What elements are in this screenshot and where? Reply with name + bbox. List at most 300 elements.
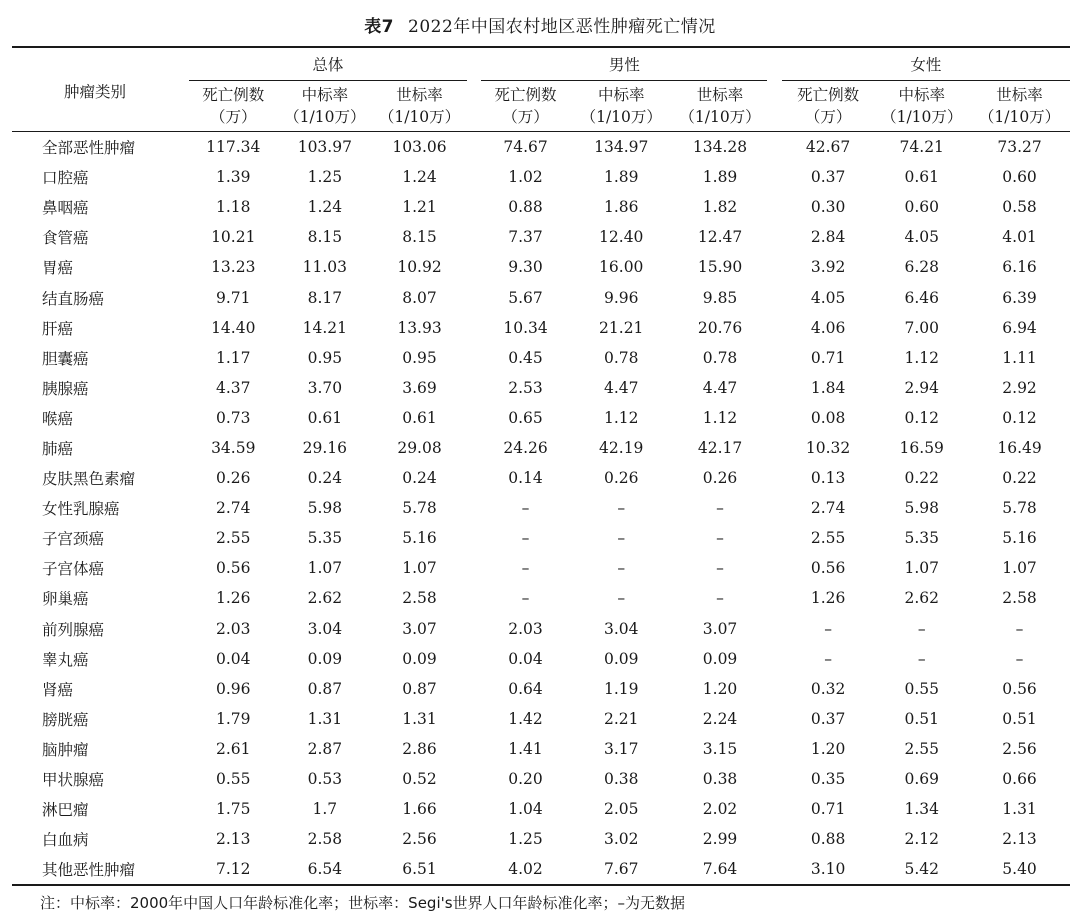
table-cell: 1.25: [307, 168, 343, 187]
table-cell: 1.41: [508, 739, 543, 758]
table-cell: 5.42: [874, 854, 969, 885]
table-footnote: 注：中标率：2000年中国人口年龄标准化率；世标率：Segi's世界人口年龄标准化率；–为无数据: [40, 894, 686, 912]
table-cell: 1.20: [702, 679, 738, 698]
table-cell: 3.70: [307, 378, 343, 397]
table-cell: 10.32: [805, 438, 851, 457]
table-cell: 10.92: [397, 258, 442, 277]
tumor-category: 淋巴瘤: [42, 801, 89, 820]
tumor-category: 前列腺癌: [42, 620, 105, 639]
table-cell: –: [917, 619, 926, 638]
table-cell: 0.61: [904, 168, 939, 187]
table-row: [12, 734, 1070, 764]
table-row: [12, 433, 1070, 463]
table-cell: 42.17: [697, 438, 743, 457]
table-cell: 103.06: [392, 138, 447, 157]
table-cell: –: [824, 619, 832, 638]
table-cell: 2.62: [307, 589, 343, 608]
table-cell: 42.67: [805, 138, 851, 157]
table-cell: 74.21: [899, 138, 944, 157]
table-cell: 9.71: [215, 288, 251, 307]
table-cell: 5.98: [904, 499, 939, 518]
table-cell: 15.90: [697, 258, 743, 277]
subcolumn-unit: （1/10万）: [580, 108, 662, 126]
table-cell: 5.35: [904, 529, 939, 548]
table-cell: 2.94: [904, 378, 939, 397]
table-row: [12, 854, 1070, 885]
tumor-category: 结直肠癌: [42, 289, 105, 308]
table-cell: 0.26: [702, 469, 738, 488]
table-cell: 3.10: [782, 854, 875, 885]
table-cell: 1.26: [810, 589, 846, 608]
table-cell: 12.40: [599, 228, 644, 247]
table-cell: 2.61: [215, 739, 251, 758]
table-cell: 13.93: [397, 318, 442, 337]
subcolumn-unit: （1/10万）: [284, 108, 366, 126]
table-cell: 5.78: [402, 499, 437, 518]
subcolumn-unit: （万）: [804, 108, 852, 126]
table-cell: 1.31: [1002, 800, 1037, 819]
table-cell: 0.61: [402, 408, 437, 427]
table-cell: 0.60: [1002, 168, 1037, 187]
tumor-category: 白血病: [42, 831, 89, 850]
table-row: [12, 222, 1070, 252]
tumor-category: 肾癌: [42, 680, 74, 699]
table-cell: 7.12: [189, 854, 278, 885]
table-cell: 0.51: [1002, 709, 1037, 728]
table-cell: 5.16: [1002, 529, 1037, 548]
table-cell: 16.49: [997, 438, 1042, 457]
table-cell: 1.79: [215, 709, 251, 728]
table-cell: 0.87: [402, 679, 437, 698]
table-cell: 0.55: [904, 679, 939, 698]
table-cell: 34.59: [211, 438, 256, 457]
tumor-category: 卵巢癌: [42, 590, 89, 609]
table-cell: 9.85: [702, 288, 738, 307]
table-cell: 1.75: [215, 800, 251, 819]
table-cell: 4.05: [810, 288, 846, 307]
table-cell: 0.20: [508, 770, 543, 789]
table-row: [12, 824, 1070, 854]
table-cell: 6.16: [1002, 258, 1037, 277]
table-cell: 2.62: [904, 589, 939, 608]
subcolumn-header: [481, 81, 570, 132]
table-cell: 1.07: [402, 559, 437, 578]
table-cell: 21.21: [599, 318, 644, 337]
table-cell: 2.86: [402, 739, 437, 758]
table-cell: 1.84: [810, 378, 846, 397]
table-title: [0, 12, 1080, 37]
table-cell: –: [617, 529, 626, 548]
table-cell: 0.09: [307, 649, 343, 668]
table-cell: 2.58: [1002, 589, 1037, 608]
subcolumn-label: 中标率: [597, 86, 645, 104]
table-cell: –: [521, 559, 530, 578]
table-cell: 0.24: [307, 469, 343, 488]
subcolumn-unit: （万）: [502, 108, 549, 126]
subcolumn-unit: （1/10万）: [378, 108, 461, 126]
subcolumn-header: [189, 81, 278, 132]
table-cell: 2.92: [1002, 378, 1037, 397]
table-cell: 0.65: [508, 408, 543, 427]
table-cell: 0.61: [307, 408, 343, 427]
tumor-category: 全部恶性肿瘤: [42, 139, 136, 158]
table-cell: 1.89: [702, 168, 738, 187]
table-cell: 0.69: [904, 770, 939, 789]
table-row: [12, 493, 1070, 523]
subcolumn-header: [969, 81, 1070, 132]
tumor-category: 其他恶性肿瘤: [12, 854, 189, 885]
table-cell: 1.12: [904, 348, 939, 367]
table-cell: 0.51: [904, 709, 939, 728]
table-cell: 1.25: [508, 830, 543, 849]
table-cell: 6.28: [904, 258, 939, 277]
table-cell: 0.09: [402, 649, 437, 668]
table-cell: 1.82: [702, 198, 738, 217]
table-cell: 3.17: [603, 739, 639, 758]
tumor-category: 子宫体癌: [42, 560, 105, 579]
table-cell: 7.64: [673, 854, 768, 885]
table-cell: 12.47: [697, 228, 743, 247]
table-cell: 2.55: [215, 529, 251, 548]
table-cell: 5.78: [1002, 499, 1037, 518]
table-row: [12, 674, 1070, 704]
table-cell: 73.27: [997, 138, 1042, 157]
subcolumn-label: 死亡例数: [494, 86, 557, 104]
table-cell: 1.02: [508, 168, 543, 187]
table-cell: –: [521, 589, 530, 608]
table-cell: –: [521, 499, 530, 518]
table-cell: 8.15: [307, 228, 343, 247]
subcolumn-label: 世标率: [996, 86, 1043, 104]
tumor-category: 睾丸癌: [42, 650, 89, 669]
table-cell: 3.92: [810, 258, 846, 277]
table-cell: 0.37: [810, 168, 846, 187]
subcolumn-header: [673, 81, 768, 132]
table-row: [12, 553, 1070, 583]
tumor-category: 子宫颈癌: [42, 530, 105, 549]
table-cell: 6.39: [1002, 288, 1037, 307]
table-cell: 4.02: [481, 854, 570, 885]
tumor-category: 口腔癌: [42, 169, 89, 188]
table-cell: 2.12: [904, 830, 939, 849]
table-cell: 1.04: [508, 800, 543, 819]
table-row: [12, 162, 1070, 192]
table-cell: 2.55: [904, 739, 939, 758]
table-cell: 0.56: [810, 559, 846, 578]
table-cell: 2.05: [603, 800, 639, 819]
table-cell: 0.13: [810, 469, 846, 488]
table-cell: 10.21: [211, 228, 256, 247]
subcolumn-unit: （1/10万）: [881, 108, 963, 126]
table-cell: 1.07: [1002, 559, 1037, 578]
table-cell: 2.99: [702, 830, 738, 849]
table-cell: 4.06: [810, 318, 846, 337]
table-cell: 14.21: [302, 318, 348, 337]
subcolumn-label: 中标率: [301, 86, 349, 104]
table-cell: 5.16: [402, 529, 437, 548]
table-cell: –: [824, 649, 832, 668]
table-cell: 11.03: [302, 258, 348, 277]
table-cell: 3.07: [402, 619, 437, 638]
table-cell: 0.30: [810, 198, 846, 217]
table-cell: 8.15: [402, 228, 437, 247]
subcolumn-header: [874, 81, 969, 132]
table-cell: 9.96: [603, 288, 639, 307]
tumor-category: 肝癌: [42, 319, 74, 338]
tumor-category: 鼻咽癌: [42, 199, 89, 218]
table-cell: 2.02: [702, 800, 738, 819]
table-cell: –: [1015, 619, 1024, 638]
table-cell: 2.53: [508, 378, 543, 397]
table-cell: 74.67: [503, 138, 548, 157]
table-cell: 4.47: [702, 378, 738, 397]
table-cell: 117.34: [206, 138, 261, 157]
table-cell: 16.00: [599, 258, 644, 277]
table-cell: 4.37: [215, 378, 251, 397]
table-cell: 1.31: [402, 709, 437, 728]
table-row: [12, 523, 1070, 553]
table-cell: 9.30: [508, 258, 543, 277]
subcolumn-label: 中标率: [898, 86, 945, 104]
group-header-male: 男性: [481, 47, 767, 81]
table-cell: 0.58: [1002, 198, 1037, 217]
table-cell: 1.18: [215, 198, 251, 217]
tumor-category: 胃癌: [42, 259, 74, 278]
subcolumn-label: 世标率: [696, 86, 744, 104]
group-header-female: 女性: [782, 47, 1070, 81]
table-cell: 0.71: [810, 800, 846, 819]
tumor-category: 胆囊癌: [42, 349, 89, 368]
table-cell: 2.21: [603, 709, 639, 728]
table-row: [12, 583, 1070, 613]
table-cell: 14.40: [211, 318, 256, 337]
table-cell: 5.98: [307, 499, 343, 518]
table-cell: 5.67: [508, 288, 543, 307]
subcolumn-unit: （1/10万）: [679, 108, 761, 126]
table-row: [12, 252, 1070, 282]
subcolumn-header: [278, 81, 373, 132]
table-row: [12, 463, 1070, 493]
subcolumn-unit: （万）: [209, 108, 257, 126]
table-cell: 0.88: [810, 830, 846, 849]
table-cell: 1.24: [307, 198, 343, 217]
table-cell: 1.39: [215, 168, 251, 187]
table-cell: 3.15: [702, 739, 738, 758]
table-cell: 2.56: [1002, 739, 1037, 758]
table-cell: –: [521, 529, 530, 548]
table-cell: –: [617, 499, 626, 518]
table-cell: 134.97: [594, 138, 649, 157]
category-column-header: 肿瘤类别: [12, 47, 189, 132]
tumor-category: 肺癌: [42, 439, 74, 458]
table-cell: 1.26: [215, 589, 251, 608]
table-cell: 2.03: [215, 619, 251, 638]
table-cell: 0.56: [1002, 679, 1037, 698]
table-cell: 7.00: [904, 318, 939, 337]
table-cell: 24.26: [503, 438, 548, 457]
table-cell: 7.67: [570, 854, 673, 885]
table-cell: 2.03: [508, 619, 543, 638]
table-cell: –: [716, 589, 724, 608]
table-cell: 20.76: [697, 318, 743, 337]
table-cell: 0.12: [904, 408, 939, 427]
table-cell: 0.09: [603, 649, 639, 668]
table-cell: 0.04: [215, 649, 251, 668]
table-cell: 0.60: [904, 198, 939, 217]
table-cell: 1.7: [312, 800, 338, 819]
tumor-category: 胰腺癌: [42, 379, 89, 398]
table-cell: 2.84: [810, 228, 846, 247]
table-row: [12, 704, 1070, 734]
table-cell: 6.54: [278, 854, 373, 885]
table-cell: 0.78: [702, 348, 738, 367]
table-cell: 0.55: [215, 770, 251, 789]
table-cell: 2.55: [810, 529, 846, 548]
tumor-category: 皮肤黑色素瘤: [42, 470, 136, 489]
table-cell: 4.01: [1002, 228, 1037, 247]
table-cell: 0.78: [603, 348, 639, 367]
table-cell: 3.07: [702, 619, 738, 638]
table-cell: 1.17: [215, 348, 251, 367]
table-cell: 6.46: [904, 288, 939, 307]
table-cell: 0.26: [215, 469, 251, 488]
table-caption: 2022年中国农村地区恶性肿瘤死亡情况: [408, 17, 716, 37]
table-cell: –: [716, 499, 724, 518]
table-cell: 0.95: [402, 348, 437, 367]
subcolumn-header: [372, 81, 467, 132]
table-row: [12, 192, 1070, 222]
table-cell: 0.95: [307, 348, 343, 367]
table-cell: 3.02: [603, 830, 639, 849]
table-cell: 134.28: [692, 138, 748, 157]
table-cell: 0.08: [810, 408, 846, 427]
table-cell: 2.58: [307, 830, 343, 849]
table-cell: 2.58: [402, 589, 437, 608]
table-row: [12, 373, 1070, 403]
table-cell: 13.23: [211, 258, 256, 277]
table-cell: 3.04: [603, 619, 639, 638]
table-row: [12, 794, 1070, 824]
table-cell: 0.35: [810, 770, 846, 789]
table-cell: 1.07: [904, 559, 939, 578]
table-cell: 0.37: [810, 709, 846, 728]
table-cell: 0.09: [702, 649, 738, 668]
table-cell: 1.12: [702, 408, 738, 427]
table-cell: 0.22: [904, 469, 939, 488]
table-cell: 0.26: [603, 469, 639, 488]
table-cell: 2.13: [215, 830, 251, 849]
table-cell: 103.97: [297, 138, 352, 157]
table-row: [12, 282, 1070, 312]
subcolumn-label: 死亡例数: [797, 86, 860, 104]
table-row: [12, 403, 1070, 433]
table-cell: 4.05: [904, 228, 939, 247]
table-cell: 0.53: [307, 770, 343, 789]
table-cell: 1.31: [307, 709, 343, 728]
table-cell: 0.38: [702, 770, 738, 789]
table-cell: 42.19: [599, 438, 644, 457]
table-cell: 1.42: [508, 709, 543, 728]
table-cell: 29.16: [302, 438, 348, 457]
table-cell: 6.51: [372, 854, 467, 885]
tumor-category: 女性乳腺癌: [42, 500, 120, 519]
mortality-table: [12, 46, 1070, 886]
table-cell: –: [617, 559, 626, 578]
table-cell: 0.38: [603, 770, 639, 789]
table-row: [12, 132, 1070, 163]
table-cell: 0.32: [810, 679, 846, 698]
table-cell: 1.20: [810, 739, 846, 758]
table-cell: 0.45: [508, 348, 543, 367]
table-number: 表7: [364, 17, 395, 37]
table-cell: 0.04: [508, 649, 543, 668]
table-cell: 1.86: [603, 198, 639, 217]
table-cell: –: [716, 529, 724, 548]
table-cell: 10.34: [503, 318, 548, 337]
table-cell: 2.74: [810, 499, 846, 518]
table-cell: 16.59: [899, 438, 944, 457]
table-cell: 29.08: [397, 438, 442, 457]
table-cell: 1.66: [402, 800, 437, 819]
tumor-category: 甲状腺癌: [42, 771, 105, 790]
table-cell: 2.13: [1002, 830, 1037, 849]
table-cell: 1.11: [1002, 348, 1037, 367]
table-cell: 0.12: [1002, 408, 1037, 427]
table-cell: 0.87: [307, 679, 343, 698]
table-cell: 1.12: [603, 408, 639, 427]
table-cell: 2.56: [402, 830, 437, 849]
table-row: [12, 644, 1070, 674]
table-cell: 0.14: [508, 469, 543, 488]
subcolumn-header: [782, 81, 875, 132]
table-cell: 1.24: [402, 168, 437, 187]
table-cell: 0.52: [402, 770, 437, 789]
table-cell: 1.19: [603, 679, 639, 698]
subcolumn-unit: （1/10万）: [978, 108, 1061, 126]
table-cell: 2.87: [307, 739, 343, 758]
table-cell: 4.47: [603, 378, 639, 397]
tumor-category: 喉癌: [42, 409, 74, 428]
table-cell: 5.35: [307, 529, 343, 548]
table-cell: 0.88: [508, 198, 543, 217]
table-cell: 0.24: [402, 469, 437, 488]
table-cell: 3.04: [307, 619, 343, 638]
table-cell: 0.71: [810, 348, 846, 367]
table-cell: –: [617, 589, 626, 608]
table-cell: 2.24: [702, 709, 738, 728]
subcolumn-header: [570, 81, 673, 132]
table-cell: 0.56: [215, 559, 251, 578]
tumor-category: 膀胱癌: [42, 710, 89, 729]
table-cell: 0.64: [508, 679, 543, 698]
table-row: [12, 343, 1070, 373]
table-cell: –: [1015, 649, 1024, 668]
tumor-category: 食管癌: [42, 229, 89, 248]
table-cell: 0.96: [215, 679, 251, 698]
table-row: [12, 313, 1070, 343]
table-cell: –: [716, 559, 724, 578]
subcolumn-label: 世标率: [396, 86, 443, 104]
group-header-total: 总体: [189, 47, 467, 81]
tumor-category: 脑肿瘤: [42, 740, 89, 759]
table-cell: 1.07: [307, 559, 343, 578]
table-row: [12, 764, 1070, 794]
table-row: [12, 614, 1070, 644]
table-cell: 2.74: [215, 499, 251, 518]
subcolumn-label: 死亡例数: [202, 86, 265, 104]
table-cell: 0.73: [215, 408, 251, 427]
table-cell: 3.69: [402, 378, 437, 397]
